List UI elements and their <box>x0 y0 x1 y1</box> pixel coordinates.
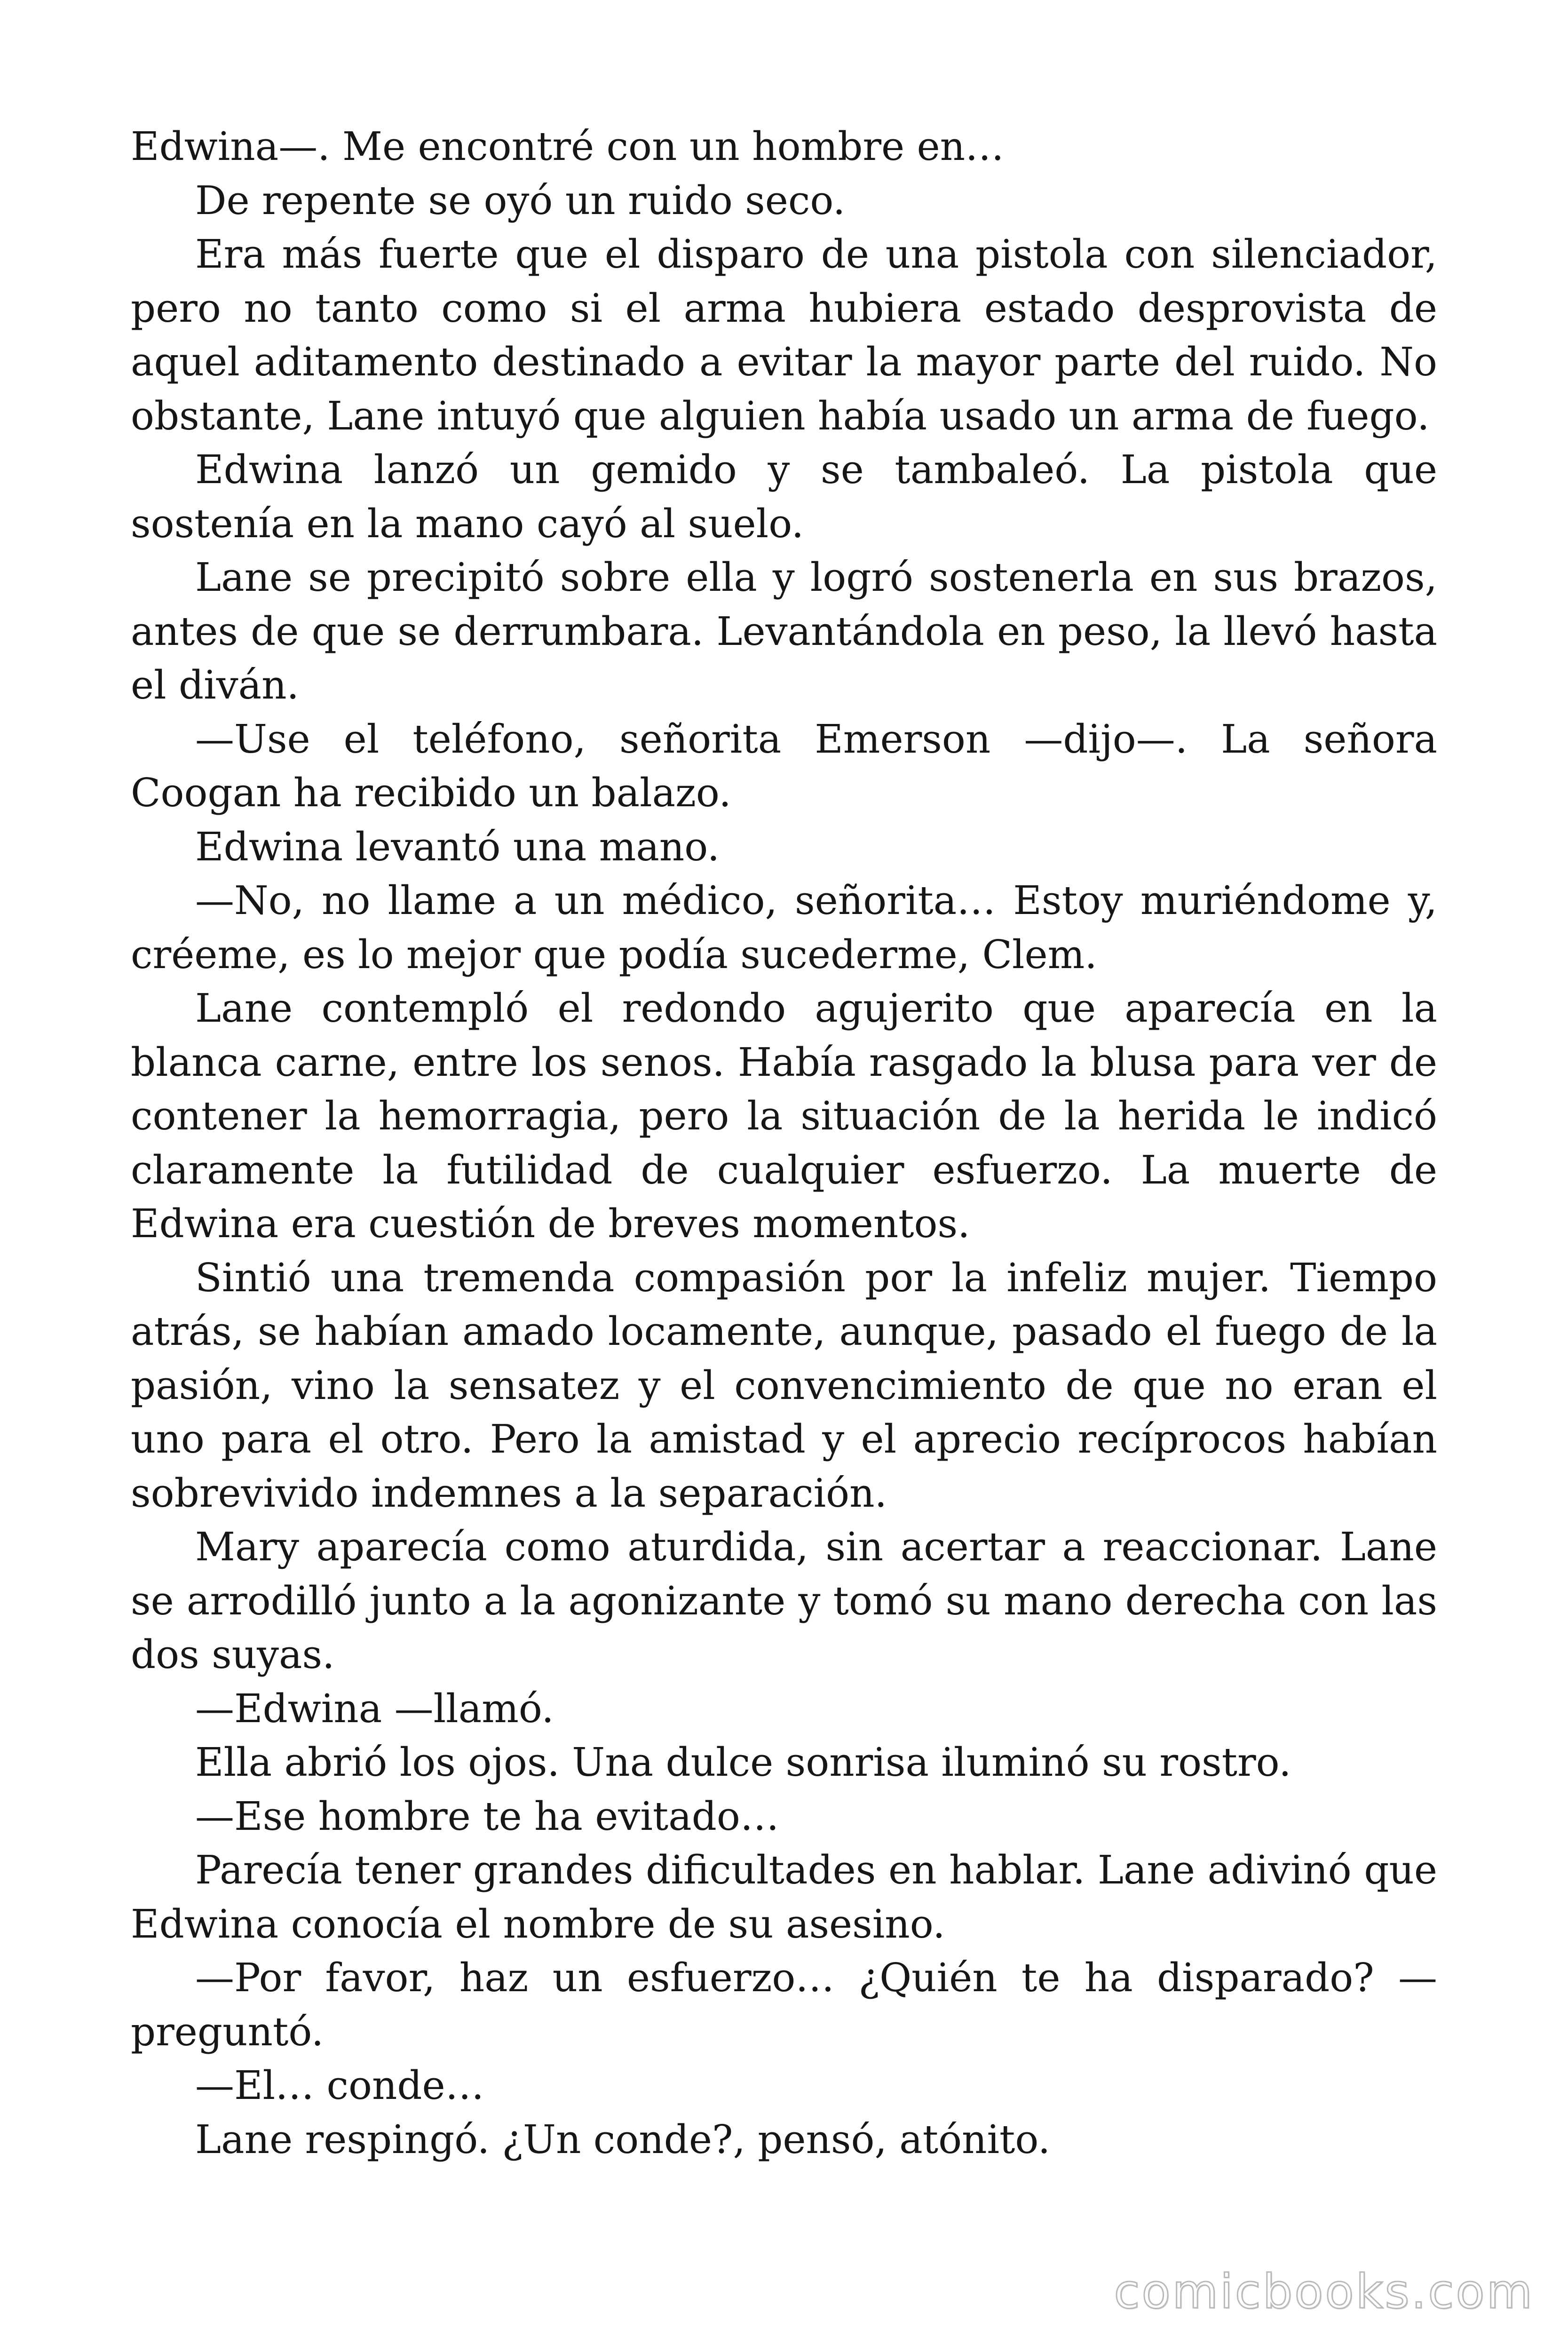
paragraph: Ella abrió los ojos. Una dulce sonrisa iluminó su rostro. <box>195 1740 1291 1785</box>
paragraph: Sintió una tremenda compasión por la infeliz mujer. Tiempo atrás, se habían amado locamente, aunque, pasado el fuego de la pasión, vino la sensatez y el convencimiento de que no eran el uno para el otro. Pero la amistad y el aprecio recíprocos habían sobrevivido indemnes a la separación. <box>131 1255 1437 1516</box>
paragraph: —El… conde… <box>195 2063 484 2108</box>
paragraph: —No, no llame a un médico, señorita… Estoy muriéndome y, créeme, es lo mejor que podía sucederme, Clem. <box>131 878 1437 977</box>
watermark: comicbooks.com <box>1114 2264 1534 2319</box>
paragraph: Edwina lanzó un gemido y se tambaleó. La pistola que sostenía en la mano cayó al suelo. <box>131 447 1437 547</box>
paragraph: Lane respingó. ¿Un conde?, pensó, atónito. <box>195 2116 1051 2162</box>
paragraph: Parecía tener grandes dificultades en hablar. Lane adivinó que Edwina conocía el nombre de su asesino. <box>131 1847 1437 1947</box>
paragraph: —Edwina —llamó. <box>195 1685 554 1732</box>
paragraph: Edwina—. Me encontré con un hombre en… <box>131 124 1005 169</box>
paragraph: —Por favor, haz un esfuerzo… ¿Quién te ha disparado? —preguntó. <box>131 1955 1437 2055</box>
paragraph: —Use el teléfono, señorita Emerson —dijo—. La señora Coogan ha recibido un balazo. <box>131 716 1437 816</box>
page-text <box>131 120 1437 2167</box>
paragraph: De repente se oyó un ruido seco. <box>195 177 846 223</box>
paragraph: Mary aparecía como aturdida, sin acertar a reaccionar. Lane se arrodilló junto a la agonizante y tomó su mano derecha con las dos suyas. <box>131 1524 1437 1677</box>
paragraph: Lane contempló el redondo agujerito que aparecía en la blanca carne, entre los senos. Había rasgado la blusa para ver de contener la hemorragia, pero la situación de la herida le indicó claramente la futilidad de cualquier esfuerzo. La muerte de Edwina era cuestión de breves momentos. <box>131 985 1437 1247</box>
paragraph: Edwina levantó una mano. <box>195 824 720 870</box>
paragraph: —Ese hombre te ha evitado… <box>195 1793 779 1839</box>
paragraph: Lane se precipitó sobre ella y logró sostenerla en sus brazos, antes de que se derrumbara. Levantándola en peso, la llevó hasta el diván. <box>131 555 1437 708</box>
paragraph: Era más fuerte que el disparo de una pistola con silenciador, pero no tanto como si el arma hubiera estado desprovista de aquel aditamento destinado a evitar la mayor parte del ruido. No obstante, Lane intuyó que alguien había usado un arma de fuego. <box>131 231 1437 439</box>
